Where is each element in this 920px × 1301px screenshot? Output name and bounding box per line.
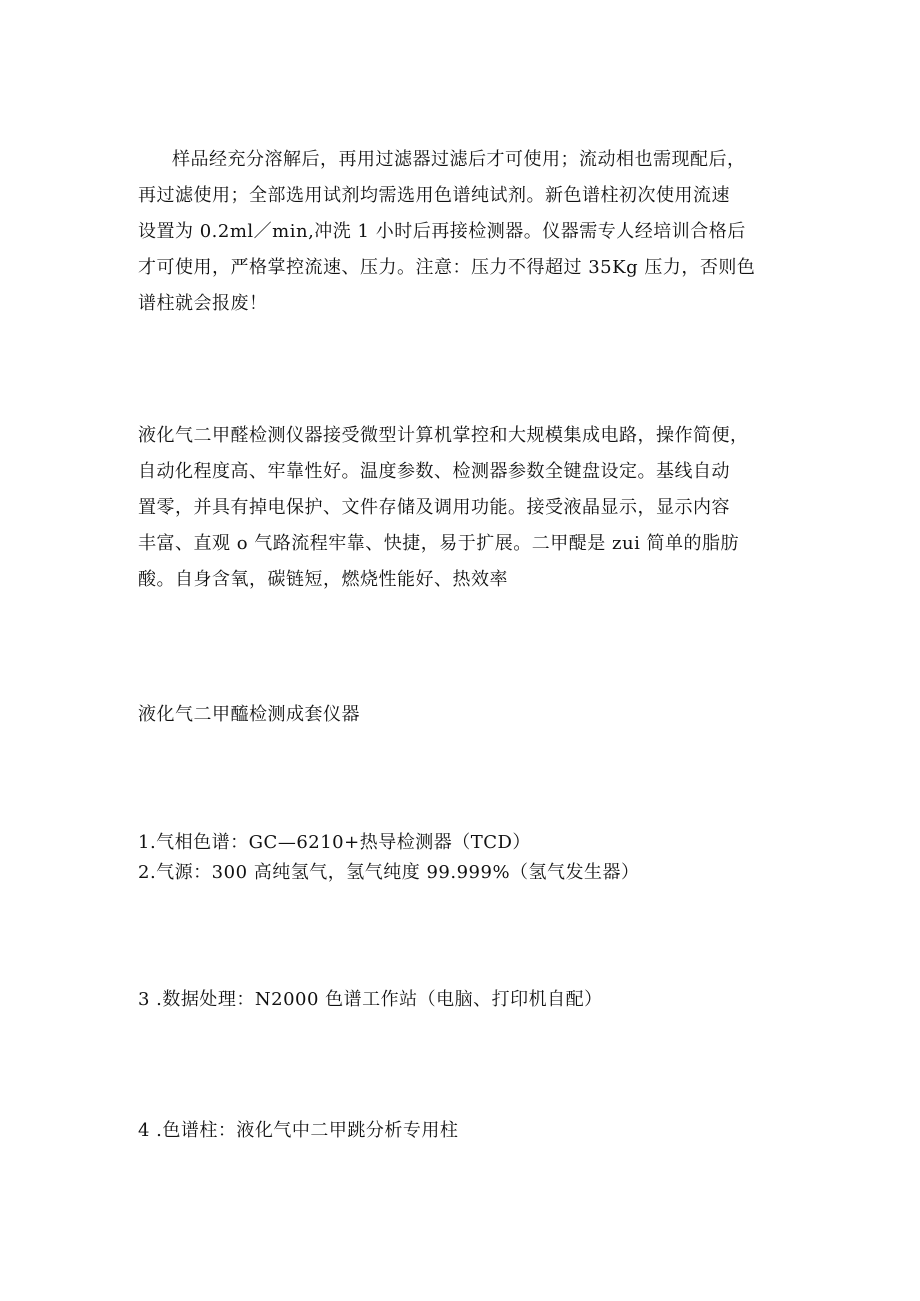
text-line: 设置为 0.2ml／min,冲洗 1 小时后再接检测器。仪器需专人经培训合格后 [138, 221, 746, 242]
section-heading: 液化气二甲醯检测成套仪器 [138, 704, 360, 725]
text-line: 液化气二甲醛检测仪器接受微型计算机掌控和大规模集成电路，操作简便， [138, 425, 749, 446]
list-item: 4 .色谱柱：液化气中二甲跳分析专用柱 [138, 1120, 459, 1141]
text-line: 丰富、直观 o 气路流程牢靠、快捷，易于扩展。二甲醍是 zui 简单的脂肪 [138, 533, 740, 554]
list-item: 3 .数据处理：N2000 色谱工作站（电脑、打印机自配） [138, 989, 603, 1010]
list-item: 2.气源：300 高纯氢气，氢气纯度 99.999%（氢气发生器） [138, 862, 640, 883]
text-line: 酸。自身含氧，碳链短，燃烧性能好、热效率 [138, 569, 508, 590]
paragraph-instrument-description [138, 418, 798, 598]
list-item: 1.气相色谱：GC—6210+热导检测器（TCD） [138, 832, 531, 853]
text-line: 样品经充分溶解后，再用过滤器过滤后才可使用；流动相也需现配后， [172, 149, 746, 170]
text-line: 置零，并具有掉电保护、文件存储及调用功能。接受液晶显示，显示内容 [138, 497, 730, 518]
text-line: 才可使用，严格掌控流速、压力。注意：压力不得超过 35Kg 压力，否则色 [138, 257, 756, 278]
text-line: 谱柱就会报废！ [138, 293, 268, 314]
text-line: 自动化程度高、牢靠性好。温度参数、检测器参数全键盘设定。基线自动 [138, 461, 730, 482]
text-line: 再过滤使用；全部选用试剂均需选用色谱纯试剂。新色谱柱初次使用流速 [138, 185, 730, 206]
paragraph-sample-preparation [138, 142, 798, 322]
